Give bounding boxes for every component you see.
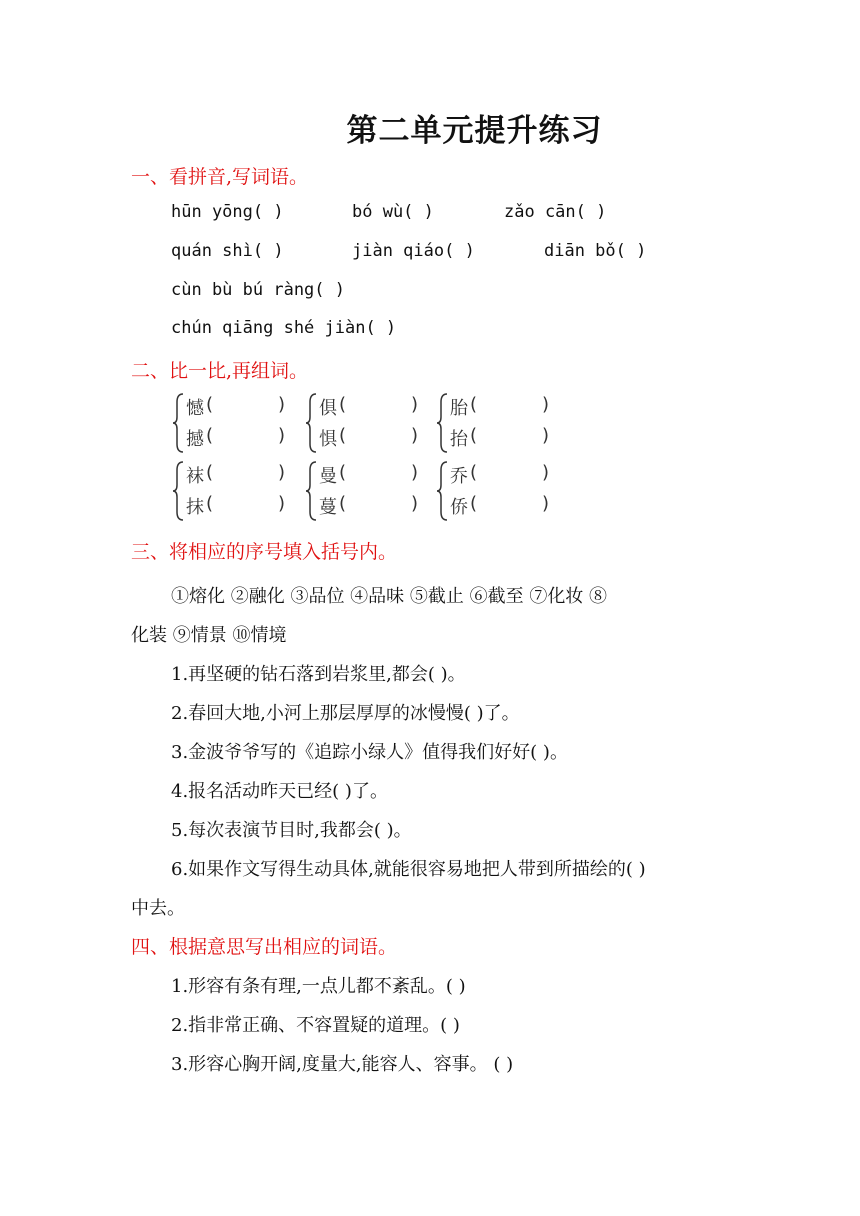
char: 胎	[450, 398, 468, 419]
compare-char-row: 撼 ( )	[186, 425, 286, 450]
compare-group	[305, 392, 435, 454]
brace-icon	[305, 460, 319, 522]
compare-char-row: 惧 ( )	[319, 425, 419, 450]
options-line: 化装 ⑨情景 ⑩情境	[131, 625, 287, 646]
compare-char-row: 乔 ( )	[450, 462, 550, 487]
pinyin-item: cùn bù bú ràng( )	[171, 280, 345, 300]
compare-group	[305, 460, 435, 522]
pinyin-item: zǎo cān( )	[504, 202, 607, 222]
section-4-heading: 四、根据意思写出相应的词语。	[131, 936, 398, 958]
question: 5.每次表演节目时,我都会( )。	[171, 820, 412, 841]
char: 抬	[450, 429, 468, 450]
char: 抹	[186, 497, 204, 518]
char: 乔	[450, 466, 468, 487]
char: 憾	[186, 398, 204, 419]
compare-char-row: 侨 ( )	[450, 493, 550, 518]
brace-icon	[436, 392, 450, 454]
pinyin-item: chún qiāng shé jiàn( )	[171, 318, 397, 338]
compare-char-row: 抬 ( )	[450, 425, 550, 450]
question: 3.形容心胸开阔,度量大,能容人、容事。 ( )	[171, 1054, 514, 1075]
pinyin-item: bó wù( )	[352, 202, 434, 222]
brace-icon	[305, 392, 319, 454]
compare-group	[436, 460, 566, 522]
section-1-heading: 一、看拼音,写词语。	[131, 166, 309, 188]
compare-char-row: 蔓 ( )	[319, 493, 419, 518]
question: 2.指非常正确、不容置疑的道理。( )	[171, 1015, 460, 1036]
section-3-heading: 三、将相应的序号填入括号内。	[131, 541, 398, 563]
compare-group	[436, 392, 566, 454]
char: 惧	[319, 429, 337, 450]
section-2-heading: 二、比一比,再组词。	[131, 360, 309, 382]
brace-icon	[172, 460, 186, 522]
brace-icon	[436, 460, 450, 522]
compare-group	[172, 392, 302, 454]
pinyin-item: jiàn qiáo( )	[352, 241, 475, 261]
page-title: 第二单元提升练习	[346, 113, 603, 149]
compare-group	[172, 460, 302, 522]
compare-char-row: 袜 ( )	[186, 462, 286, 487]
brace-icon	[172, 392, 186, 454]
char: 袜	[186, 466, 204, 487]
question: 1.再坚硬的钻石落到岩浆里,都会( )。	[171, 664, 466, 685]
question: 6.如果作文写得生动具体,就能很容易地把人带到所描绘的( )	[171, 859, 646, 880]
question: 4.报名活动昨天已经( )了。	[171, 781, 388, 802]
pinyin-item: quán shì( )	[171, 241, 284, 261]
options-line: ①熔化 ②融化 ③品位 ④品味 ⑤截止 ⑥截至 ⑦化妆 ⑧	[171, 586, 608, 607]
compare-char-row: 曼 ( )	[319, 462, 419, 487]
question: 3.金波爷爷写的《追踪小绿人》值得我们好好( )。	[171, 742, 568, 763]
pinyin-item: diān bǒ( )	[544, 241, 647, 261]
compare-char-row: 憾 ( )	[186, 394, 286, 419]
char: 侨	[450, 497, 468, 518]
question: 中去。	[131, 898, 185, 919]
char: 蔓	[319, 497, 337, 518]
char: 撼	[186, 429, 204, 450]
compare-char-row: 抹 ( )	[186, 493, 286, 518]
compare-char-row: 胎 ( )	[450, 394, 550, 419]
pinyin-item: hūn yōng( )	[171, 202, 284, 222]
char: 俱	[319, 398, 337, 419]
question: 2.春回大地,小河上那层厚厚的冰慢慢( )了。	[171, 703, 520, 724]
char: 曼	[319, 466, 337, 487]
compare-char-row: 俱 ( )	[319, 394, 419, 419]
question: 1.形容有条有理,一点儿都不紊乱。( )	[171, 976, 466, 997]
